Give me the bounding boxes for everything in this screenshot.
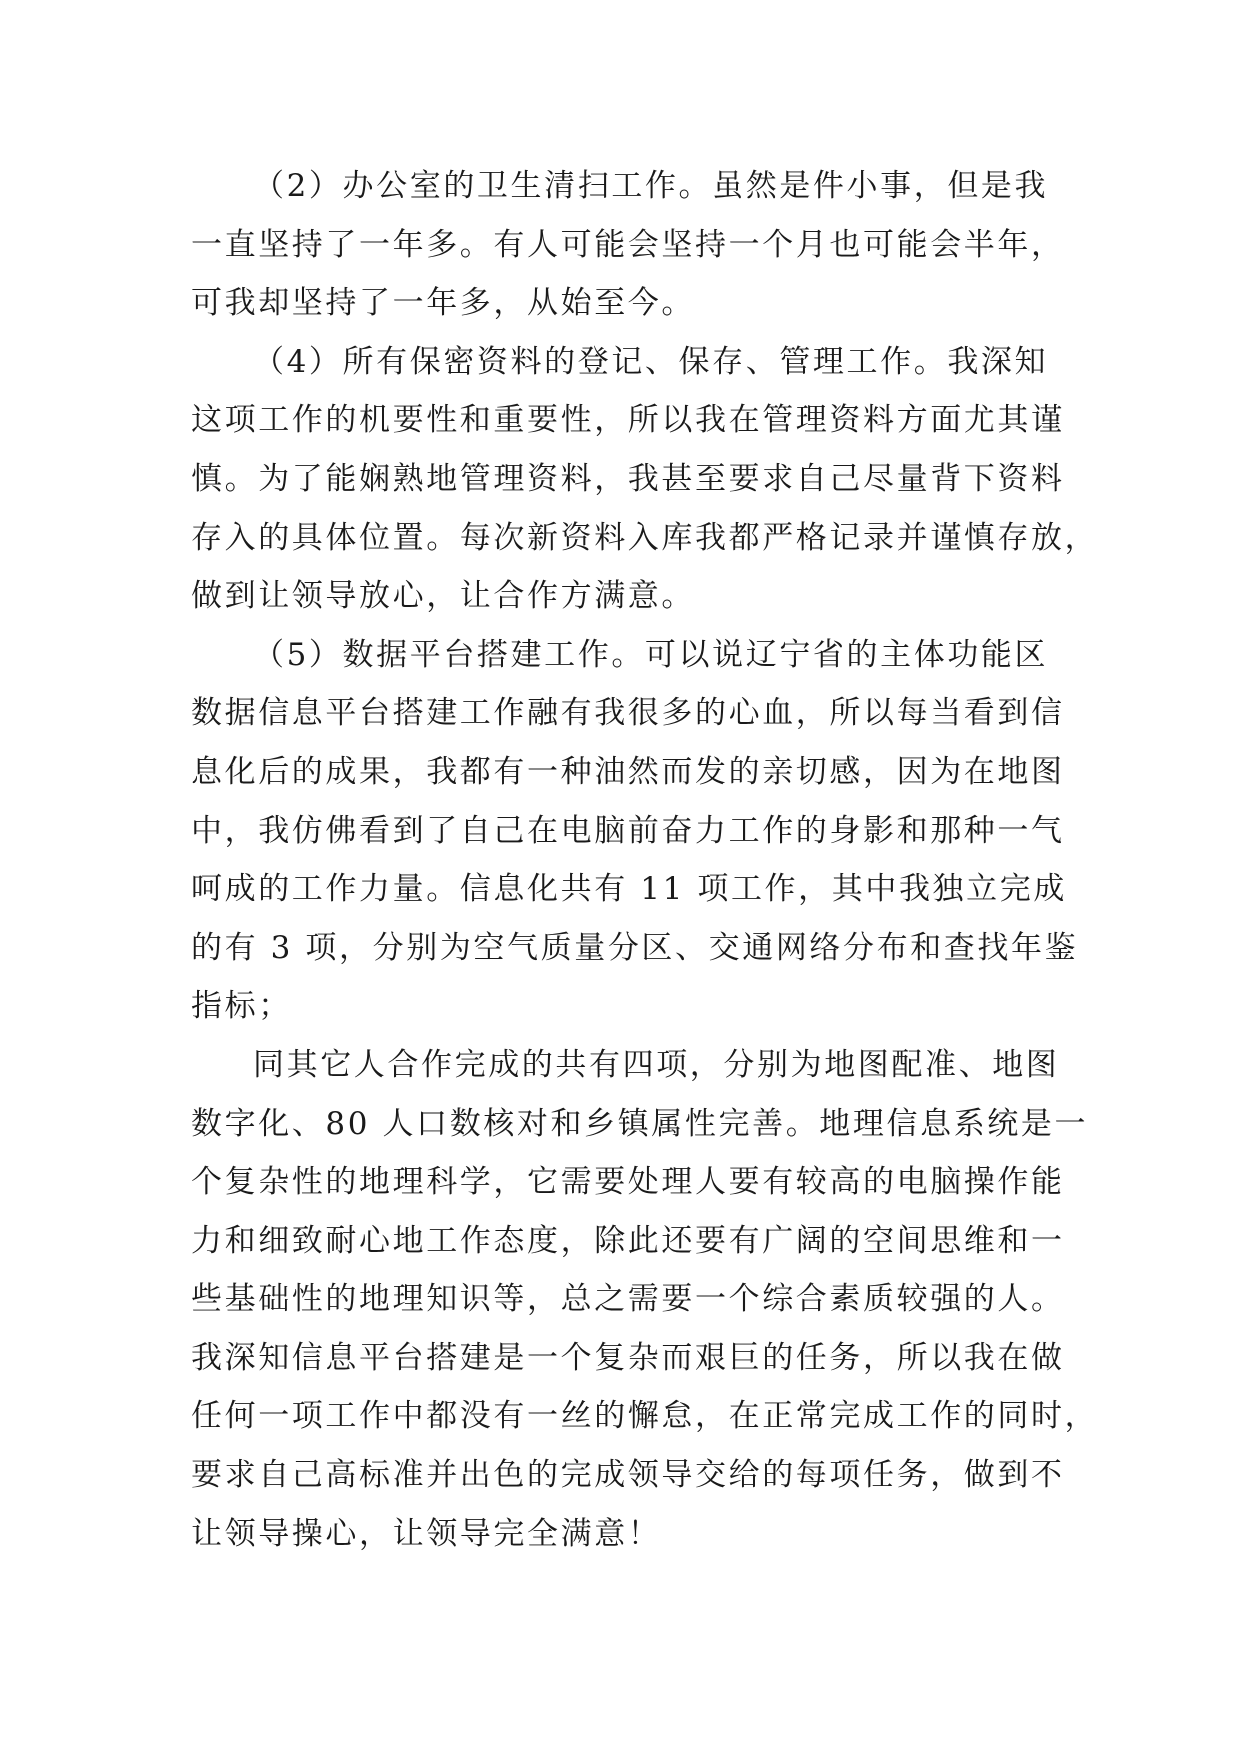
text-line: 指标；: [191, 988, 292, 1025]
text-line: 个复杂性的地理科学，它需要处理人要有较高的电脑操作能: [191, 1164, 1065, 1201]
text-line: 慎。为了能娴熟地管理资料，我甚至要求自己尽量背下资料: [191, 460, 1065, 497]
text-line: 我深知信息平台搭建是一个复杂而艰巨的任务，所以我在做: [191, 1339, 1065, 1376]
text-line: 同其它人合作完成的共有四项，分别为地图配准、地图: [253, 1046, 1060, 1083]
text-line: 存入的具体位置。每次新资料入库我都严格记录并谨慎存放，: [191, 519, 1099, 556]
document-body: [191, 157, 1099, 1563]
text-line: （4）所有保密资料的登记、保存、管理工作。我深知: [253, 343, 1049, 380]
text-line: 让领导操心，让领导完全满意！: [191, 1515, 662, 1552]
text-line: 数据信息平台搭建工作融有我很多的心血，所以每当看到信: [191, 695, 1065, 732]
text-line: 中，我仿佛看到了自己在电脑前奋力工作的身影和那种一气: [191, 812, 1065, 849]
text-line: （5）数据平台搭建工作。可以说辽宁省的主体功能区: [253, 636, 1049, 673]
text-line: 可我却坚持了一年多，从始至今。: [191, 285, 695, 322]
text-line: 任何一项工作中都没有一丝的懈怠，在正常完成工作的同时，: [191, 1398, 1099, 1435]
text-line: 一直坚持了一年多。有人可能会坚持一个月也可能会半年，: [191, 226, 1065, 263]
text-line: 数字化、80 人口数核对和乡镇属性完善。地理信息系统是一: [191, 1105, 1089, 1142]
text-line: 些基础性的地理知识等，总之需要一个综合素质较强的人。: [191, 1281, 1065, 1318]
text-line: 这项工作的机要性和重要性，所以我在管理资料方面尤其谨: [191, 402, 1065, 439]
text-line: 的有 3 项，分别为空气质量分区、交通网络分布和查找年鉴: [191, 929, 1079, 966]
text-line: 要求自己高标准并出色的完成领导交给的每项任务，做到不: [191, 1457, 1065, 1494]
text-line: 呵成的工作力量。信息化共有 11 项工作，其中我独立完成: [191, 871, 1067, 908]
text-line: 息化后的成果，我都有一种油然而发的亲切感，因为在地图: [191, 753, 1065, 790]
text-line: （2）办公室的卫生清扫工作。虽然是件小事，但是我: [253, 168, 1049, 204]
text-line: 力和细致耐心地工作态度，除此还要有广阔的空间思维和一: [191, 1222, 1065, 1259]
text-line: 做到让领导放心，让合作方满意。: [191, 578, 695, 615]
